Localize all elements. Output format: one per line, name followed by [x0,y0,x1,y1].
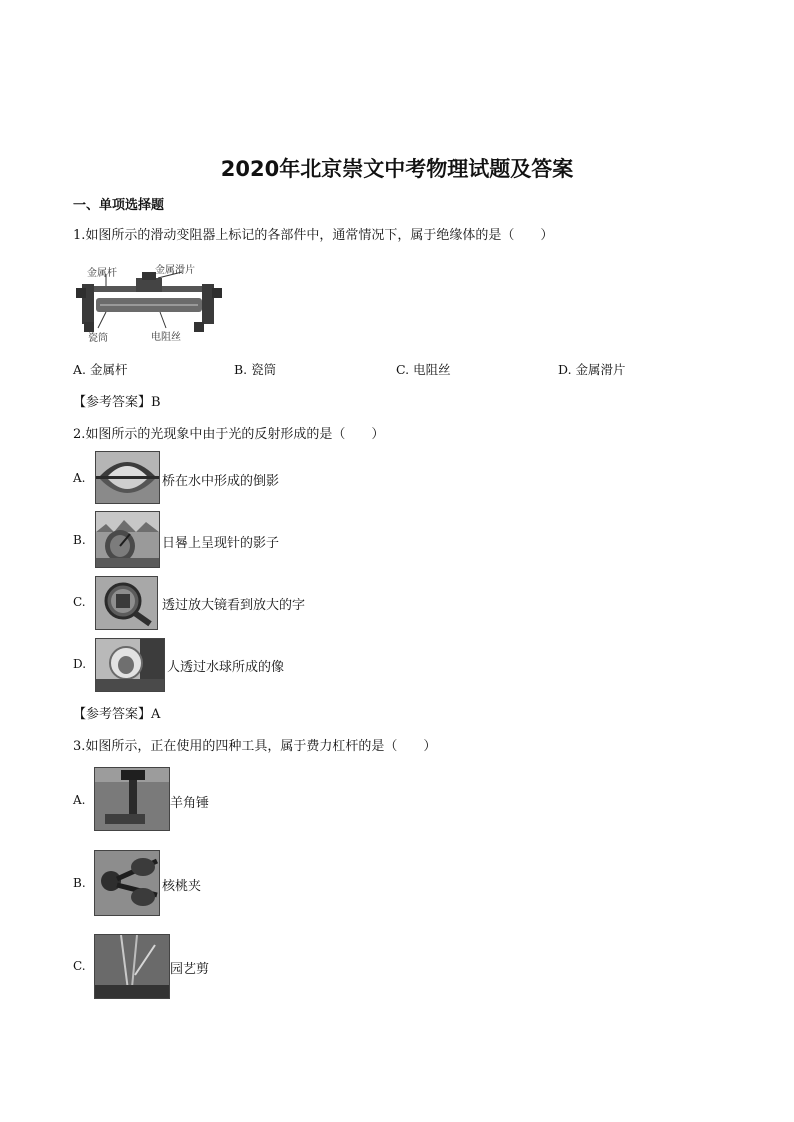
q2-option-c-label: C. [73,595,86,609]
q2-answer: 【参考答案】A [73,707,161,722]
section-heading: 一、单项选择题 [73,198,165,213]
q2-option-b-text: 日晷上呈现针的影子 [162,536,280,551]
q2-option-a-label: A. [73,471,86,485]
bridge-reflection-photo [95,451,160,504]
question-1-text: 1.如图所示的滑动变阻器上标记的各部件中，通常情况下，属于绝缘体的是（ ） [73,228,554,243]
garden-shears-photo [94,934,170,999]
q2-option-c-text: 透过放大镜看到放大的字 [162,598,306,613]
magnifier-photo [95,576,158,630]
q1-option-c: C. 电阻丝 [396,362,451,377]
q1-option-d: D. 金属滑片 [558,362,626,377]
q2-option-d-text: 人透过水球所成的像 [167,660,285,675]
q3-option-c-label: C. [73,959,86,973]
q3-option-a-label: A. [73,793,86,807]
q3-option-c-text: 园艺剪 [170,962,210,977]
claw-hammer-photo [94,767,170,831]
water-ball-photo [95,638,165,692]
question-3-text: 3.如图所示，正在使用的四种工具，属于费力杠杆的是（ ） [73,739,437,754]
q1-answer: 【参考答案】B [73,395,161,410]
figure-label-metal-rod: 金属杆 [87,268,117,279]
q1-option-b: B. 瓷筒 [234,362,277,377]
nutcracker-photo [94,850,160,916]
question-2-text: 2.如图所示的光现象中由于光的反射形成的是（ ） [73,427,385,442]
sundial-photo [95,511,160,568]
q2-option-d-label: D. [73,657,87,671]
q3-option-b-label: B. [73,876,86,890]
q2-option-a-text: 桥在水中形成的倒影 [162,474,280,489]
figure-label-resistance-wire: 电阻丝 [151,332,181,343]
figure-label-porcelain-tube: 瓷筒 [88,333,108,344]
q3-option-b-text: 核桃夹 [162,879,202,894]
page-title: 2020年北京崇文中考物理试题及答案 [220,157,574,181]
q1-option-a: A. 金属杆 [73,362,128,377]
q2-option-b-label: B. [73,533,86,547]
figure-label-metal-slider: 金属滑片 [155,265,195,276]
q3-option-a-text: 羊角锤 [170,796,210,811]
